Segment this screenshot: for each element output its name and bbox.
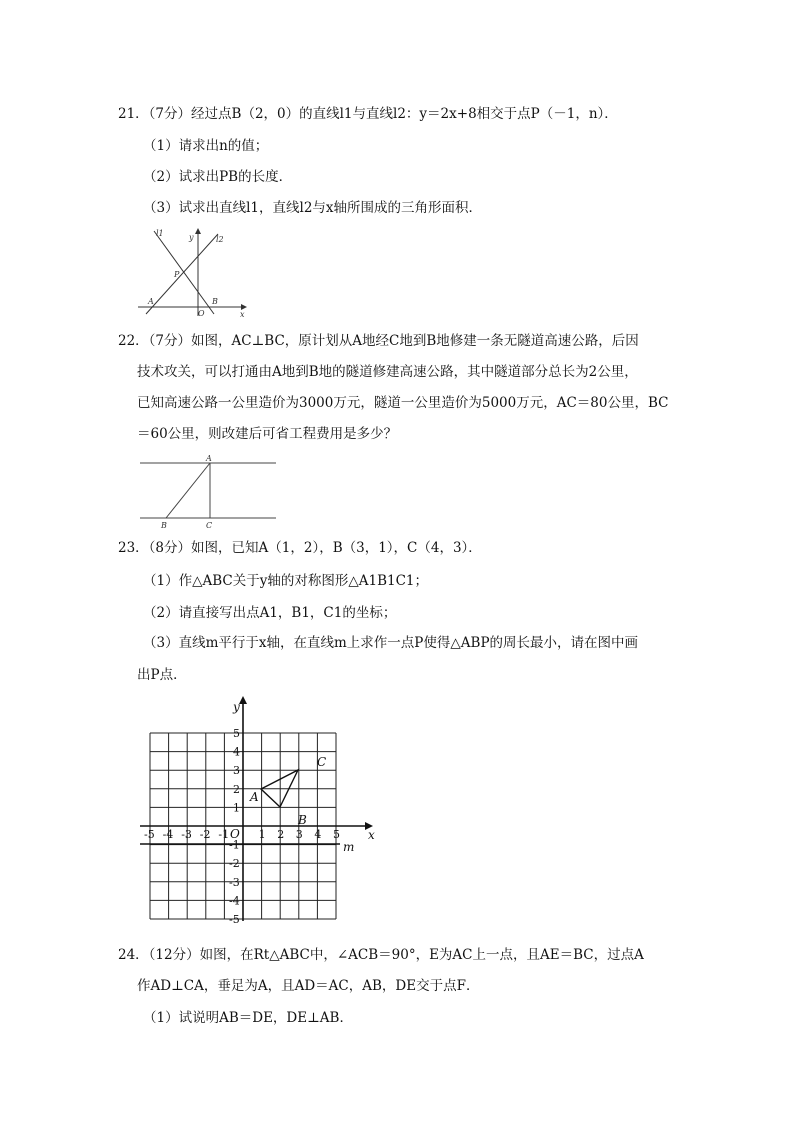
q23-header: 23．（8分）如图，已知A（1，2），B（3，1），C（4，3）． [118, 540, 482, 556]
q23-point-label-A: A [250, 790, 259, 804]
q23-part2: （2）请直接写出点A1，B1，C1的坐标； [143, 605, 397, 621]
y-tick-label: 2 [233, 782, 240, 796]
q21-label-l2: l2 [216, 235, 224, 244]
q21-label-x: x [240, 310, 245, 319]
q23-label-m: m [343, 840, 355, 854]
y-tick-label: 1 [233, 801, 240, 815]
q23-point-label-C: C [317, 755, 327, 769]
x-tick-label: -4 [162, 828, 174, 841]
q21-header: 21．（7分）经过点B（2，0）的直线l1与直线l2：y＝2x+8相交于点P（－1，n）． [118, 106, 618, 122]
q24-line2: 作AD⊥CA，垂足为A，且AD＝AC，AB，DE交于点F． [137, 978, 480, 994]
q22-label-B: B [161, 521, 167, 530]
x-tick-label: 1 [258, 828, 266, 841]
q21-label-B: B [212, 297, 218, 306]
q22-figure [138, 452, 280, 532]
q22-segment-AB [166, 463, 210, 518]
q21-label-y: y [189, 233, 194, 242]
q21-part2: （2）试求出PB的长度． [143, 169, 293, 185]
y-tick-label: -4 [229, 894, 240, 908]
q21-label-O: O [198, 309, 205, 318]
y-tick-label: -1 [229, 838, 240, 852]
y-tick-label: -2 [229, 857, 240, 871]
q24-line1: 24．（12分）如图，在Rt△ABC中，∠ACB＝90°，E为AC上一点，且AE＝BC，过点A [118, 947, 644, 963]
q21-line-l2 [146, 234, 218, 314]
q23-y-arrow [239, 696, 247, 704]
q21-y-arrow [195, 228, 201, 234]
x-tick-label: -3 [181, 828, 192, 841]
q21-label-l1: l1 [156, 229, 164, 238]
q22-label-C: C [206, 521, 213, 530]
x-tick-label: 5 [333, 828, 340, 841]
y-tick-label: -5 [229, 913, 240, 926]
q23-part3: （3）直线m平行于x轴，在直线m上求作一点P使得△ABP的周长最小，请在图中画 [143, 635, 639, 651]
q21-part1: （1）请求出n的值； [143, 138, 269, 154]
q23-axis-label-x: x [368, 828, 375, 842]
q22-label-A: A [206, 454, 212, 463]
q21-part3: （3）试求出直线l1，直线l2与x轴所围成的三角形面积． [143, 200, 483, 216]
y-tick-label: 4 [233, 745, 240, 759]
q21-figure [136, 226, 251, 321]
x-tick-label: 4 [314, 828, 322, 841]
q22-line1: 22．（7分）如图，AC⊥BC，原计划从A地经C地到B地修建一条无隧道高速公路，后因 [118, 333, 639, 349]
q21-label-A: A [148, 297, 154, 306]
q21-label-P: P [174, 270, 180, 279]
x-tick-label: -2 [199, 828, 211, 841]
y-tick-label: 3 [233, 764, 240, 778]
q23-origin-label: O [230, 827, 240, 841]
y-tick-label: -3 [229, 875, 240, 889]
q22-line4: ＝60公里，则改建后可省工程费用是多少？ [137, 426, 398, 442]
x-tick-label: 3 [295, 828, 303, 841]
x-tick-label: -5 [144, 828, 155, 841]
q23-axis-label-y: y [233, 700, 240, 714]
q22-line2: 技术攻关，可以打通由A地到B地的隧道修建高速公路，其中隧道部分总长为2公里， [137, 364, 638, 380]
q23-part1: （1）作△ABC关于y轴的对称图形△A1B1C1； [143, 573, 428, 589]
q23-point-label-B: B [298, 813, 307, 827]
q23-part3-cont: 出P点． [137, 667, 187, 683]
x-tick-label: 2 [277, 828, 285, 841]
x-tick-label: -1 [218, 828, 230, 841]
q23-grid-figure [140, 696, 380, 928]
q24-part1: （1）试说明AB＝DE，DE⊥AB． [143, 1010, 353, 1026]
q22-line3: 已知高速公路一公里造价为3000万元，隧道一公里造价为5000万元，AC＝80公里，BC [137, 395, 669, 411]
y-tick-label: 5 [233, 727, 240, 740]
